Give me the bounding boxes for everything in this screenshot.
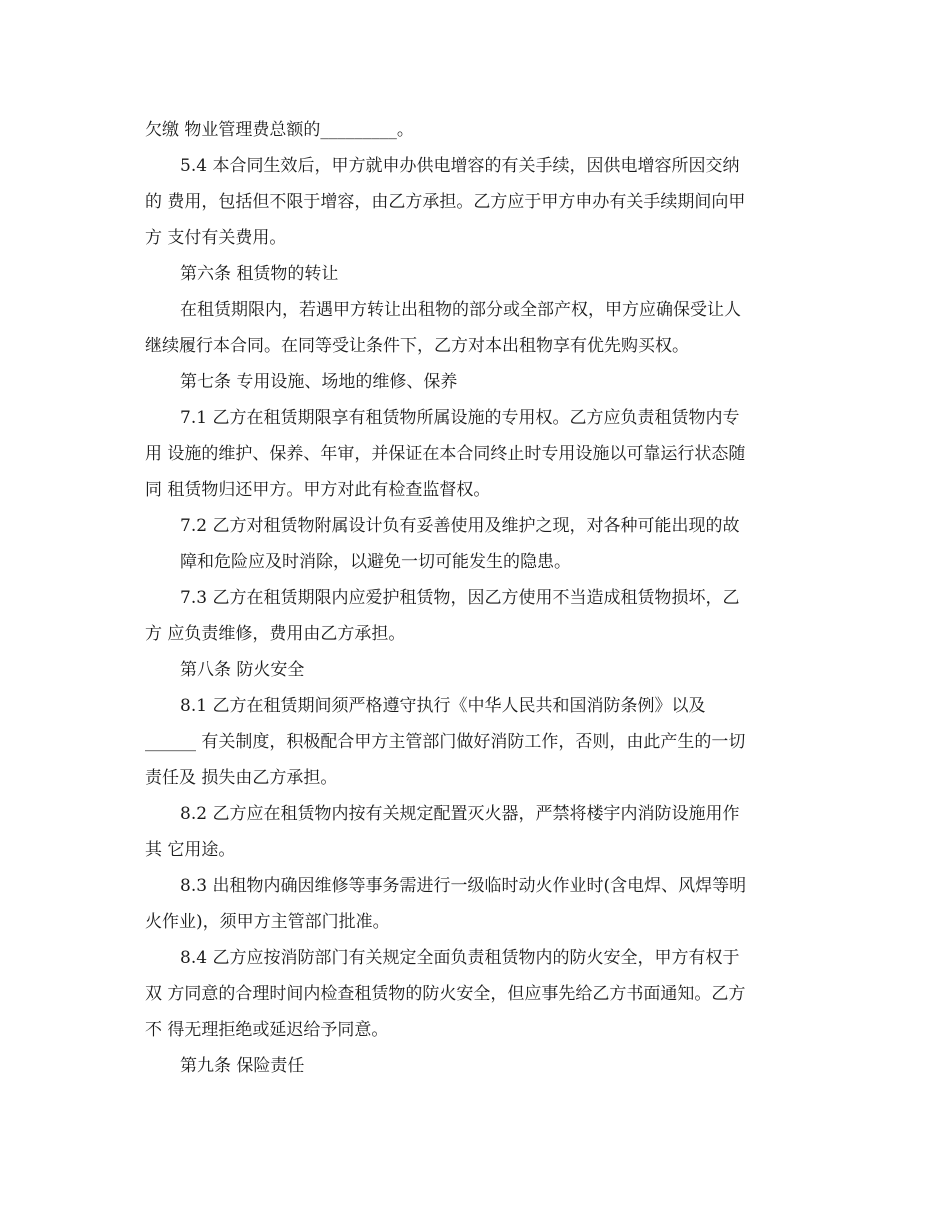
text-line: 的 费用，包括但不限于增容，由乙方承担。乙方应于甲方申办有关手续期间向甲 bbox=[145, 192, 746, 212]
text-line: 7.2 乙方对租赁物附属设计负有妥善使用及维护之现，对各种可能出现的故 bbox=[180, 516, 740, 536]
text-line: 方 支付有关费用。 bbox=[145, 228, 287, 248]
text-line: 障和危险应及时消除，以避免一切可能发生的隐患。 bbox=[180, 552, 571, 572]
text-line: 火作业)，须甲方主管部门批准。 bbox=[145, 912, 390, 932]
text-line: 同 租赁物归还甲方。甲方对此有检查监督权。 bbox=[145, 480, 491, 500]
section-heading: 第六条 租赁物的转让 bbox=[180, 264, 339, 284]
text-line: 责任及 损失由乙方承担。 bbox=[145, 768, 338, 788]
text-line: 8.3 出租物内确因维修等事务需进行一级临时动火作业时(含电焊、风焊等明 bbox=[180, 876, 747, 896]
section-heading: 第七条 专用设施、场地的维修、保养 bbox=[180, 372, 458, 392]
section-heading: 第九条 保险责任 bbox=[180, 1056, 305, 1076]
text-line: 8.4 乙方应按消防部门有关规定全面负责租赁物内的防火安全，甲方有权于 bbox=[180, 948, 740, 968]
text-line: 双 方同意的合理时间内检查租赁物的防火安全，但应事先给乙方书面通知。乙方 bbox=[145, 984, 746, 1004]
text-line: ______ 有关制度，积极配合甲方主管部门做好消防工作，否则，由此产生的一切 bbox=[145, 732, 746, 752]
text-line: 其 它用途。 bbox=[145, 840, 236, 860]
text-line: 7.3 乙方在租赁期限内应爱护租赁物，因乙方使用不当造成租赁物损坏，乙 bbox=[180, 588, 740, 608]
text-line: 方 应负责维修，费用由乙方承担。 bbox=[145, 624, 406, 644]
text-line: 欠缴 物业管理费总额的_________。 bbox=[145, 120, 414, 140]
text-line: 8.2 乙方应在租赁物内按有关规定配置灭火器，严禁将楼宇内消防设施用作 bbox=[180, 804, 740, 824]
section-heading: 第八条 防火安全 bbox=[180, 660, 305, 680]
text-line: 在租赁期限内，若遇甲方转让出租物的部分或全部产权，甲方应确保受让人 bbox=[180, 300, 741, 320]
text-line: 用 设施的维护、保养、年审，并保证在本合同终止时专用设施以可靠运行状态随 bbox=[145, 444, 746, 464]
text-line: 8.1 乙方在租赁期间须严格遵守执行《中华人民共和国消防条例》以及 bbox=[180, 696, 706, 716]
text-line: 继续履行本合同。在同等受让条件下，乙方对本出租物享有优先购买权。 bbox=[145, 336, 689, 356]
text-line: 7.1 乙方在租赁期限享有租赁物所属设施的专用权。乙方应负责租赁物内专 bbox=[180, 408, 740, 428]
text-line: 5.4 本合同生效后，甲方就申办供电增容的有关手续，因供电增容所因交纳 bbox=[180, 156, 740, 176]
text-line: 不 得无理拒绝或延迟给予同意。 bbox=[145, 1020, 389, 1040]
